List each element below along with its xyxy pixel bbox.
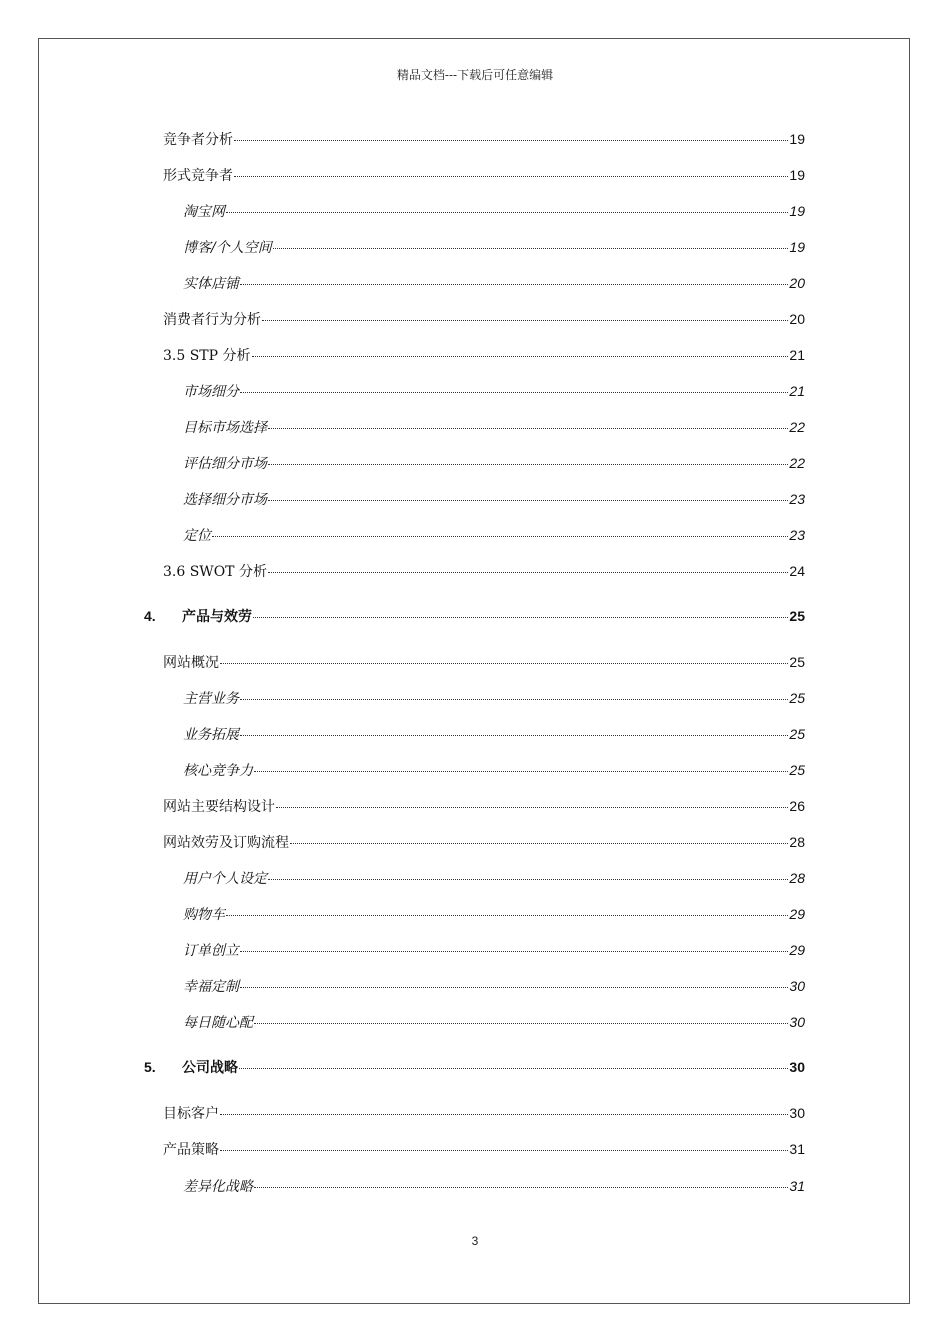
toc-subsection-entry[interactable] bbox=[183, 525, 805, 545]
toc-entry-title bbox=[163, 652, 219, 672]
toc-entry-title bbox=[163, 832, 289, 852]
toc-subsection-entry[interactable] bbox=[183, 688, 805, 708]
toc-entry-title bbox=[183, 453, 267, 473]
toc-page-number: 30 bbox=[789, 1105, 805, 1121]
toc-entry-title bbox=[183, 417, 267, 437]
toc-entry-title bbox=[183, 976, 239, 996]
toc-subsection-entry[interactable] bbox=[183, 868, 805, 888]
toc-page-number: 23 bbox=[789, 491, 805, 507]
toc-chapter-entry[interactable] bbox=[144, 1057, 805, 1077]
toc-subsection-entry[interactable] bbox=[183, 489, 805, 509]
toc-entry-text: 选择细分市场 bbox=[183, 492, 267, 508]
dot-leader bbox=[220, 1150, 788, 1151]
toc-entry-title bbox=[183, 381, 239, 401]
toc-entry-text: 幸福定制 bbox=[183, 979, 239, 995]
toc-page-number: 21 bbox=[789, 347, 805, 363]
toc-entry-text: 消费者行为分析 bbox=[163, 312, 261, 328]
toc-entry-text: 定位 bbox=[183, 528, 211, 544]
toc-entry-text: 购物车 bbox=[183, 907, 225, 923]
toc-entry-text: 网站概况 bbox=[163, 655, 219, 671]
toc-entry-text: 评估细分市场 bbox=[183, 456, 267, 472]
toc-section-entry[interactable] bbox=[163, 796, 805, 816]
toc-entry-title bbox=[163, 165, 233, 185]
toc-entry-title bbox=[183, 724, 239, 744]
toc-entry-title bbox=[163, 309, 261, 329]
toc-entry-title bbox=[163, 129, 233, 149]
toc-page-number: 19 bbox=[789, 203, 805, 219]
dot-leader bbox=[252, 356, 789, 357]
toc-entry-text: 业务拓展 bbox=[183, 727, 239, 743]
dot-leader bbox=[239, 1068, 788, 1069]
toc-entry-title bbox=[163, 345, 251, 365]
dot-leader bbox=[240, 699, 788, 700]
toc-entry-title bbox=[183, 940, 239, 960]
toc-entry-text: 网站效劳及订购流程 bbox=[163, 835, 289, 851]
dot-leader bbox=[240, 284, 788, 285]
toc-page-number: 25 bbox=[789, 690, 805, 706]
toc-page-number: 28 bbox=[789, 834, 805, 850]
toc-entry-title bbox=[183, 1176, 253, 1196]
toc-entry-text: 每日随心配 bbox=[183, 1015, 253, 1031]
toc-section-entry[interactable] bbox=[163, 652, 805, 672]
toc-subsection-entry[interactable] bbox=[183, 1012, 805, 1032]
toc-entry-title bbox=[183, 904, 225, 924]
toc-page-number: 19 bbox=[789, 167, 805, 183]
toc-page-number: 30 bbox=[789, 1014, 805, 1030]
toc-entry-text: 网站主要结构设计 bbox=[163, 799, 275, 815]
page-number: 3 bbox=[471, 1234, 479, 1248]
toc-entry-text: 核心竞争力 bbox=[183, 763, 253, 779]
toc-page-number: 20 bbox=[789, 275, 805, 291]
toc-entry-text: 市场细分 bbox=[183, 384, 239, 400]
toc-page-number: 24 bbox=[789, 563, 805, 579]
toc-subsection-entry[interactable] bbox=[183, 237, 805, 257]
toc-section-entry[interactable] bbox=[163, 129, 805, 149]
toc-subsection-entry[interactable] bbox=[183, 976, 805, 996]
dot-leader bbox=[212, 536, 788, 537]
toc-entry-title bbox=[183, 273, 239, 293]
toc-section-entry[interactable] bbox=[163, 165, 805, 185]
toc-entry-title bbox=[183, 868, 267, 888]
dot-leader bbox=[234, 176, 788, 177]
toc-entry-text: 目标市场选择 bbox=[183, 420, 267, 436]
dot-leader bbox=[268, 879, 788, 880]
dot-leader bbox=[268, 500, 788, 501]
toc-entry-text: 公司战略 bbox=[182, 1059, 238, 1075]
page-header: 精品文档---下载后可任意编辑 bbox=[396, 68, 554, 82]
toc-entry-title bbox=[183, 201, 225, 221]
toc-page-number: 22 bbox=[789, 455, 805, 471]
toc-page-number: 25 bbox=[789, 726, 805, 742]
toc-page-number: 29 bbox=[789, 942, 805, 958]
toc-page-number: 22 bbox=[789, 419, 805, 435]
toc-subsection-entry[interactable] bbox=[183, 417, 805, 437]
dot-leader bbox=[254, 1187, 788, 1188]
dot-leader bbox=[268, 428, 788, 429]
dot-leader bbox=[262, 320, 788, 321]
toc-section-entry[interactable] bbox=[163, 1139, 805, 1159]
dot-leader bbox=[268, 572, 788, 573]
toc-subsection-entry[interactable] bbox=[183, 453, 805, 473]
dot-leader bbox=[226, 212, 788, 213]
toc-subsection-entry[interactable] bbox=[183, 904, 805, 924]
toc-entry-title bbox=[144, 1057, 238, 1077]
toc-subsection-entry[interactable] bbox=[183, 760, 805, 780]
toc-entry-title bbox=[163, 1103, 219, 1123]
toc-entry-text: 产品与效劳 bbox=[182, 608, 252, 624]
toc-section-entry[interactable] bbox=[163, 309, 805, 329]
toc-page-number: 26 bbox=[789, 798, 805, 814]
toc-entry-text: 3.6 SWOT 分析 bbox=[163, 564, 267, 580]
toc-page-number: 31 bbox=[789, 1141, 805, 1157]
toc-page-number: 30 bbox=[789, 1059, 805, 1075]
toc-subsection-entry[interactable] bbox=[183, 201, 805, 221]
toc-subsection-entry[interactable] bbox=[183, 940, 805, 960]
toc-page-number: 21 bbox=[789, 383, 805, 399]
toc-chapter-entry[interactable] bbox=[144, 606, 805, 626]
toc-entry-title bbox=[183, 1012, 253, 1032]
toc-page-number: 19 bbox=[789, 131, 805, 147]
toc-chapter-number: 5. bbox=[144, 1059, 156, 1075]
toc-page-number: 25 bbox=[789, 654, 805, 670]
toc-subsection-entry[interactable] bbox=[183, 273, 805, 293]
dot-leader bbox=[276, 807, 788, 808]
toc-entry-title bbox=[183, 760, 253, 780]
toc-entry-text: 3.5 STP 分析 bbox=[163, 348, 251, 364]
dot-leader bbox=[268, 464, 788, 465]
toc-entry-text: 淘宝网 bbox=[183, 204, 225, 220]
toc-entry-text: 形式竞争者 bbox=[163, 168, 233, 184]
toc-entry-text: 目标客户 bbox=[163, 1106, 219, 1122]
dot-leader bbox=[226, 915, 788, 916]
toc-page-number: 20 bbox=[789, 311, 805, 327]
toc-entry-text: 实体店铺 bbox=[183, 276, 239, 292]
toc-entry-title bbox=[183, 525, 211, 545]
dot-leader bbox=[253, 617, 788, 618]
toc-page-number: 25 bbox=[789, 762, 805, 778]
dot-leader bbox=[220, 1114, 788, 1115]
toc-section-entry[interactable] bbox=[163, 1103, 805, 1123]
toc-page-number: 31 bbox=[789, 1178, 805, 1194]
toc-section-entry[interactable] bbox=[163, 832, 805, 852]
toc-entry-title bbox=[183, 688, 239, 708]
toc-page-number: 23 bbox=[789, 527, 805, 543]
toc-page-number: 25 bbox=[789, 608, 805, 624]
dot-leader bbox=[220, 663, 788, 664]
toc-page-number: 28 bbox=[789, 870, 805, 886]
dot-leader bbox=[240, 392, 788, 393]
toc-entry-text: 用户个人设定 bbox=[183, 871, 267, 887]
toc-page-number: 30 bbox=[789, 978, 805, 994]
toc-entry-text: 产品策略 bbox=[163, 1142, 219, 1158]
toc-chapter-number: 4. bbox=[144, 608, 156, 624]
toc-page-number: 29 bbox=[789, 906, 805, 922]
toc-entry-title bbox=[163, 561, 267, 581]
dot-leader bbox=[254, 771, 788, 772]
toc-page-number: 19 bbox=[789, 239, 805, 255]
dot-leader bbox=[290, 843, 788, 844]
toc-section-entry[interactable] bbox=[163, 561, 805, 581]
toc-subsection-entry[interactable] bbox=[183, 724, 805, 744]
toc-section-entry[interactable] bbox=[163, 345, 805, 365]
dot-leader bbox=[240, 951, 788, 952]
toc-entry-title bbox=[163, 1139, 219, 1159]
toc-entry-text: 竞争者分析 bbox=[163, 132, 233, 148]
toc-entry-text: 订单创立 bbox=[183, 943, 239, 959]
dot-leader bbox=[273, 248, 789, 249]
toc-subsection-entry[interactable] bbox=[183, 381, 805, 401]
dot-leader bbox=[240, 987, 788, 988]
toc-entry-title bbox=[144, 606, 252, 626]
toc-entry-text: 差异化战略 bbox=[183, 1179, 253, 1195]
toc-entry-title bbox=[163, 796, 275, 816]
toc-entry-title bbox=[183, 237, 272, 257]
toc-entry-text: 博客/个人空间 bbox=[183, 240, 272, 256]
dot-leader bbox=[234, 140, 788, 141]
toc-subsection-entry[interactable] bbox=[183, 1176, 805, 1196]
toc-entry-title bbox=[183, 489, 267, 509]
toc-entry-text: 主营业务 bbox=[183, 691, 239, 707]
dot-leader bbox=[254, 1023, 788, 1024]
dot-leader bbox=[240, 735, 788, 736]
